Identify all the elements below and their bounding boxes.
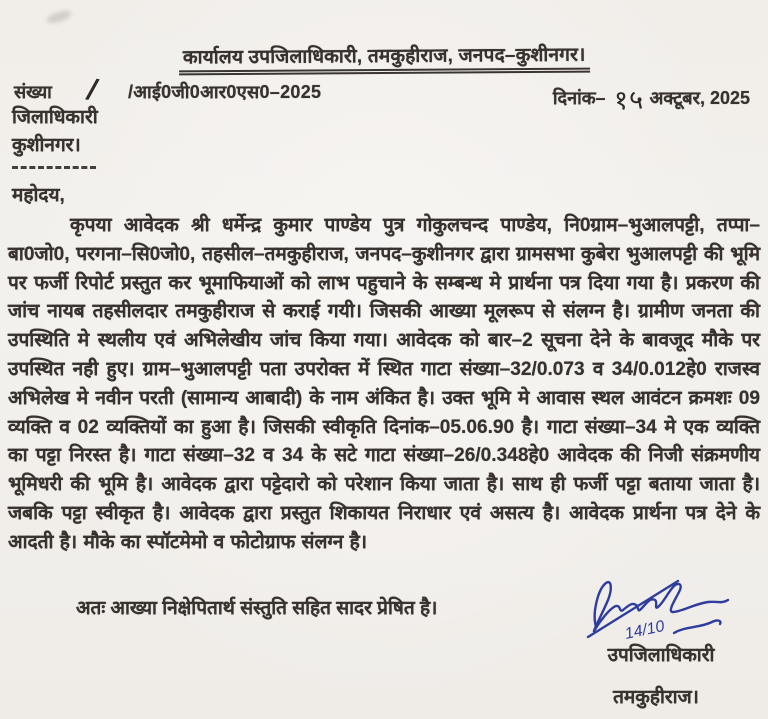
reference-line — [0, 73, 768, 116]
date-group — [553, 80, 750, 117]
date-text: अक्टूबर, 2025 — [649, 88, 750, 108]
signer-designation: उपजिलाधिकारी — [607, 645, 715, 666]
date-label: दिनांक– — [552, 88, 606, 108]
body-paragraph: कृपया आवेदक श्री धर्मेन्द्र कुमार पाण्डेय पुत्र गोकुलचन्द पाण्डेय, नि0ग्राम–भुआलपट्टी, तप्पा–बा0जो0, परगना–सि0जो0, तहसील–तमकुहीराज, जनपद–कुशीनगर द्वारा ग्रामसभा कुबेरा भुआलपट्टी की भूमि पर फर्जी रिपोर्ट प्रस्तुत कर भूमाफियाओं को लाभ पहुचाने के सम्बन्ध मे प्रार्थना पत्र दिया गया है। प्रकरण की जांच नायब तहसीलदार तमकुहीराज से कराई गयी। जिसकी आख्या मूलरूप से संलग्न है। ग्रामीण जनता की उपस्थिति मे स्थलीय एवं अभिलेखीय जांच किया गया। आवेदक को बार–2 सूचना देने के बावजूद मौके पर उपस्थित नही हुए। ग्राम–भुआलपट्टी पता उपरोक्त में स्थित गाटा संख्या–32/0.073 व 34/0.012हे0 राजस्व अभिलेख मे नवीन परती (सामान्य आबादी) के नाम अंकित है। उक्त भूमि मे आवास स्थल आवंटन क्रमशः 09 व्यक्ति व 02 व्यक्तियों का हुआ है। जिसकी स्वीकृति दिनांक–05.06.90 है। गाटा संख्या–34 मे एक व्यक्ति का पट्टा निरस्त है। गाटा संख्या–32 व 34 के सटे गाटा संख्या–26/0.348हे0 आवेदक की निजी संक्रमणीय भूमिधरी की भूमि है। आवेदक द्वारा पट्टेदारो को परेशान किया जाता है। साथ ही फर्जी पट्टा बताया जाता है। जबकि पट्टा स्वीकृत है। आवेदक द्वारा प्रस्तुत शिकायत निराधार एवं असत्य है। आवेदक प्रार्थना पत्र देने के आदती है। मौके का स्पॉटमेमो व फोटोग्राफ संलग्न है। — [8, 215, 760, 553]
addressee-block — [12, 104, 98, 160]
office-header — [0, 42, 768, 74]
salutation: महोदय, — [12, 185, 65, 206]
office-title: कार्यालय उपजिलाधिकारी, तमकुहीराज, जनपद–कुशीनगर। — [179, 41, 590, 76]
handwritten-date-day: १५ — [613, 84, 645, 116]
signature-block — [560, 575, 760, 715]
addressee-place: कुशीनगर। — [12, 135, 81, 156]
addressee-designation: जिलाधिकारी — [12, 107, 98, 128]
scan-artifact — [45, 8, 73, 26]
handwritten-slash: / — [84, 73, 101, 108]
closing-line: अतः आख्या निक्षेपितार्थ संस्तुति सहित सादर प्रेषित है। — [76, 598, 438, 619]
signature-date-note: 14/10 — [623, 617, 667, 643]
separator-dashes — [12, 166, 96, 169]
ref-number: /आई0जी0आर0एस0–2025 — [128, 82, 322, 102]
ref-label: संख्या — [14, 82, 52, 102]
signer-place: तमकुहीराज। — [613, 687, 699, 708]
